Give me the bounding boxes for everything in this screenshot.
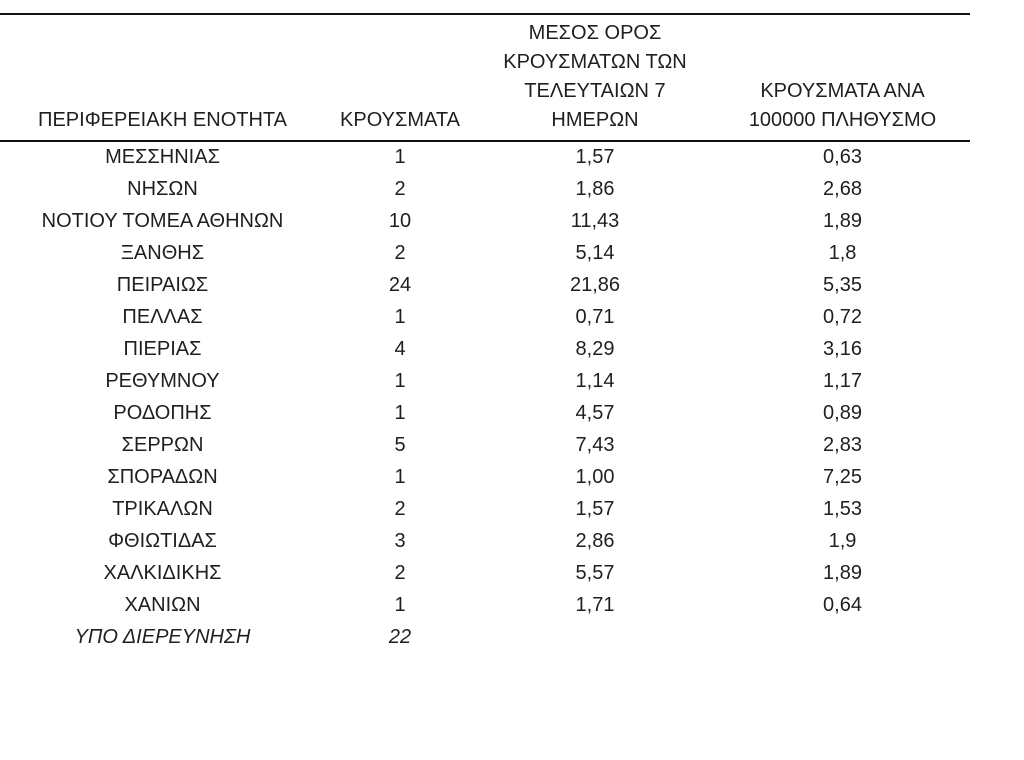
cases-cell: 4 — [394, 337, 406, 360]
region-cell: ΠΕΛΛΑΣ — [122, 305, 203, 328]
avg7-cell: 1,57 — [575, 146, 615, 168]
region-cell: ΠΕΙΡΑΙΩΣ — [116, 273, 209, 296]
region-cell: ΧΑΛΚΙΔΙΚΗΣ — [103, 561, 222, 584]
table-row — [0, 333, 970, 365]
cases-cell: 1 — [394, 146, 406, 168]
cases-cell: 1 — [394, 401, 406, 424]
region-cell: ΞΑΝΘΗΣ — [120, 241, 205, 264]
table-row — [0, 493, 970, 525]
table-row — [0, 397, 970, 429]
cases-cell: 1 — [394, 593, 406, 616]
region-cell: ΧΑΝΙΩΝ — [124, 593, 201, 616]
region-cell: ΣΕΡΡΩΝ — [121, 433, 204, 456]
cases-cell: 1 — [394, 465, 406, 488]
cases-by-region-table — [0, 13, 970, 653]
table-row — [0, 365, 970, 397]
avg7-cell: 1,14 — [575, 369, 615, 392]
region-cell: ΥΠΟ ΔΙΕΡΕΥΝΗΣΗ — [74, 625, 251, 648]
cases-cell: 3 — [394, 529, 406, 552]
cases-cell: 2 — [394, 177, 406, 200]
table-row — [0, 301, 970, 333]
per100k-cell: 0,72 — [823, 305, 862, 328]
avg7-cell: 8,29 — [575, 337, 615, 360]
per100k-cell: 0,64 — [823, 593, 862, 616]
cases-cell: 2 — [394, 241, 406, 264]
region-cell: ΠΙΕΡΙΑΣ — [123, 337, 202, 360]
table-row — [0, 589, 970, 621]
table-row — [0, 461, 970, 493]
col-header-per-100k-label: ΚΡΟΥΣΜΑΤΑ ΑΝΑ 100000 ΠΛΗΘΥΣΜΟ — [748, 80, 937, 131]
per100k-cell: 2,68 — [823, 177, 862, 200]
avg7-cell: 11,43 — [570, 209, 620, 232]
region-cell: ΝΟΤΙΟΥ ΤΟΜΕΑ ΑΘΗΝΩΝ — [41, 209, 284, 232]
col-header-cases — [325, 14, 475, 141]
per100k-cell: 1,53 — [823, 497, 862, 520]
avg7-cell: 4,57 — [575, 401, 615, 424]
avg7-cell: 2,86 — [575, 529, 615, 552]
col-header-7day-average-label: ΜΕΣΟΣ ΟΡΟΣ ΚΡΟΥΣΜΑΤΩΝ ΤΩΝ ΤΕΛΕΥΤΑΙΩΝ 7 ΗΜΕΡΩΝ — [503, 22, 687, 131]
avg7-cell: 1,71 — [575, 593, 615, 616]
table-row — [0, 269, 970, 301]
table-row — [0, 429, 970, 461]
table-row-under-investigation — [0, 621, 970, 653]
cases-cell: 2 — [394, 561, 406, 584]
per100k-cell: 5,35 — [823, 273, 862, 296]
avg7-cell: 7,43 — [575, 433, 615, 456]
cases-cell: 2 — [394, 497, 406, 520]
cases-cell: 1 — [394, 305, 406, 328]
per100k-cell: 2,83 — [823, 433, 862, 456]
table-row — [0, 141, 970, 173]
table-row — [0, 237, 970, 269]
col-header-regional-unit-label: ΠΕΡΙΦΕΡΕΙΑΚΗ ΕΝΟΤΗΤΑ — [38, 109, 287, 131]
table-row — [0, 557, 970, 589]
header-row — [0, 14, 970, 141]
region-cell: ΝΗΣΩΝ — [127, 177, 198, 200]
per100k-cell: 1,89 — [823, 561, 862, 584]
table-row — [0, 173, 970, 205]
region-cell: ΤΡΙΚΑΛΩΝ — [112, 497, 213, 520]
table-row — [0, 525, 970, 557]
col-header-per-100k — [715, 14, 970, 141]
avg7-cell: 1,86 — [575, 177, 615, 200]
avg7-cell: 1,00 — [575, 465, 615, 488]
per100k-cell: 1,9 — [828, 529, 857, 552]
per100k-cell: 1,89 — [823, 209, 862, 232]
table-header — [0, 14, 970, 141]
cases-cell: 24 — [388, 273, 412, 296]
region-cell: ΡΟΔΟΠΗΣ — [113, 401, 212, 424]
cases-cell: 1 — [394, 369, 406, 392]
avg7-cell — [475, 621, 715, 653]
cases-cell: 22 — [388, 625, 412, 648]
region-cell: ΣΠΟΡΑΔΩΝ — [107, 465, 218, 488]
avg7-cell: 5,57 — [575, 561, 615, 584]
per100k-cell — [715, 621, 970, 653]
avg7-cell: 0,71 — [575, 305, 615, 328]
per100k-cell: 1,17 — [823, 369, 862, 392]
avg7-cell: 21,86 — [569, 273, 621, 296]
table-body — [0, 141, 970, 653]
col-header-regional-unit — [0, 14, 325, 141]
per100k-cell: 1,8 — [828, 241, 857, 264]
col-header-cases-label: ΚΡΟΥΣΜΑΤΑ — [340, 109, 460, 131]
avg7-cell: 1,57 — [575, 497, 615, 520]
table-row — [0, 205, 970, 237]
col-header-7day-average — [475, 14, 715, 141]
per100k-cell: 7,25 — [823, 465, 862, 488]
cases-cell: 10 — [388, 209, 412, 232]
region-cell: ΜΕΣΣΗΝΙΑΣ — [105, 146, 220, 168]
cases-cell: 5 — [394, 433, 406, 456]
per100k-cell: 3,16 — [823, 337, 862, 360]
avg7-cell: 5,14 — [575, 241, 615, 264]
region-cell: ΡΕΘΥΜΝΟΥ — [105, 369, 220, 392]
per100k-cell: 0,89 — [823, 401, 862, 424]
region-cell: ΦΘΙΩΤΙΔΑΣ — [108, 529, 217, 552]
per100k-cell: 0,63 — [823, 146, 862, 168]
